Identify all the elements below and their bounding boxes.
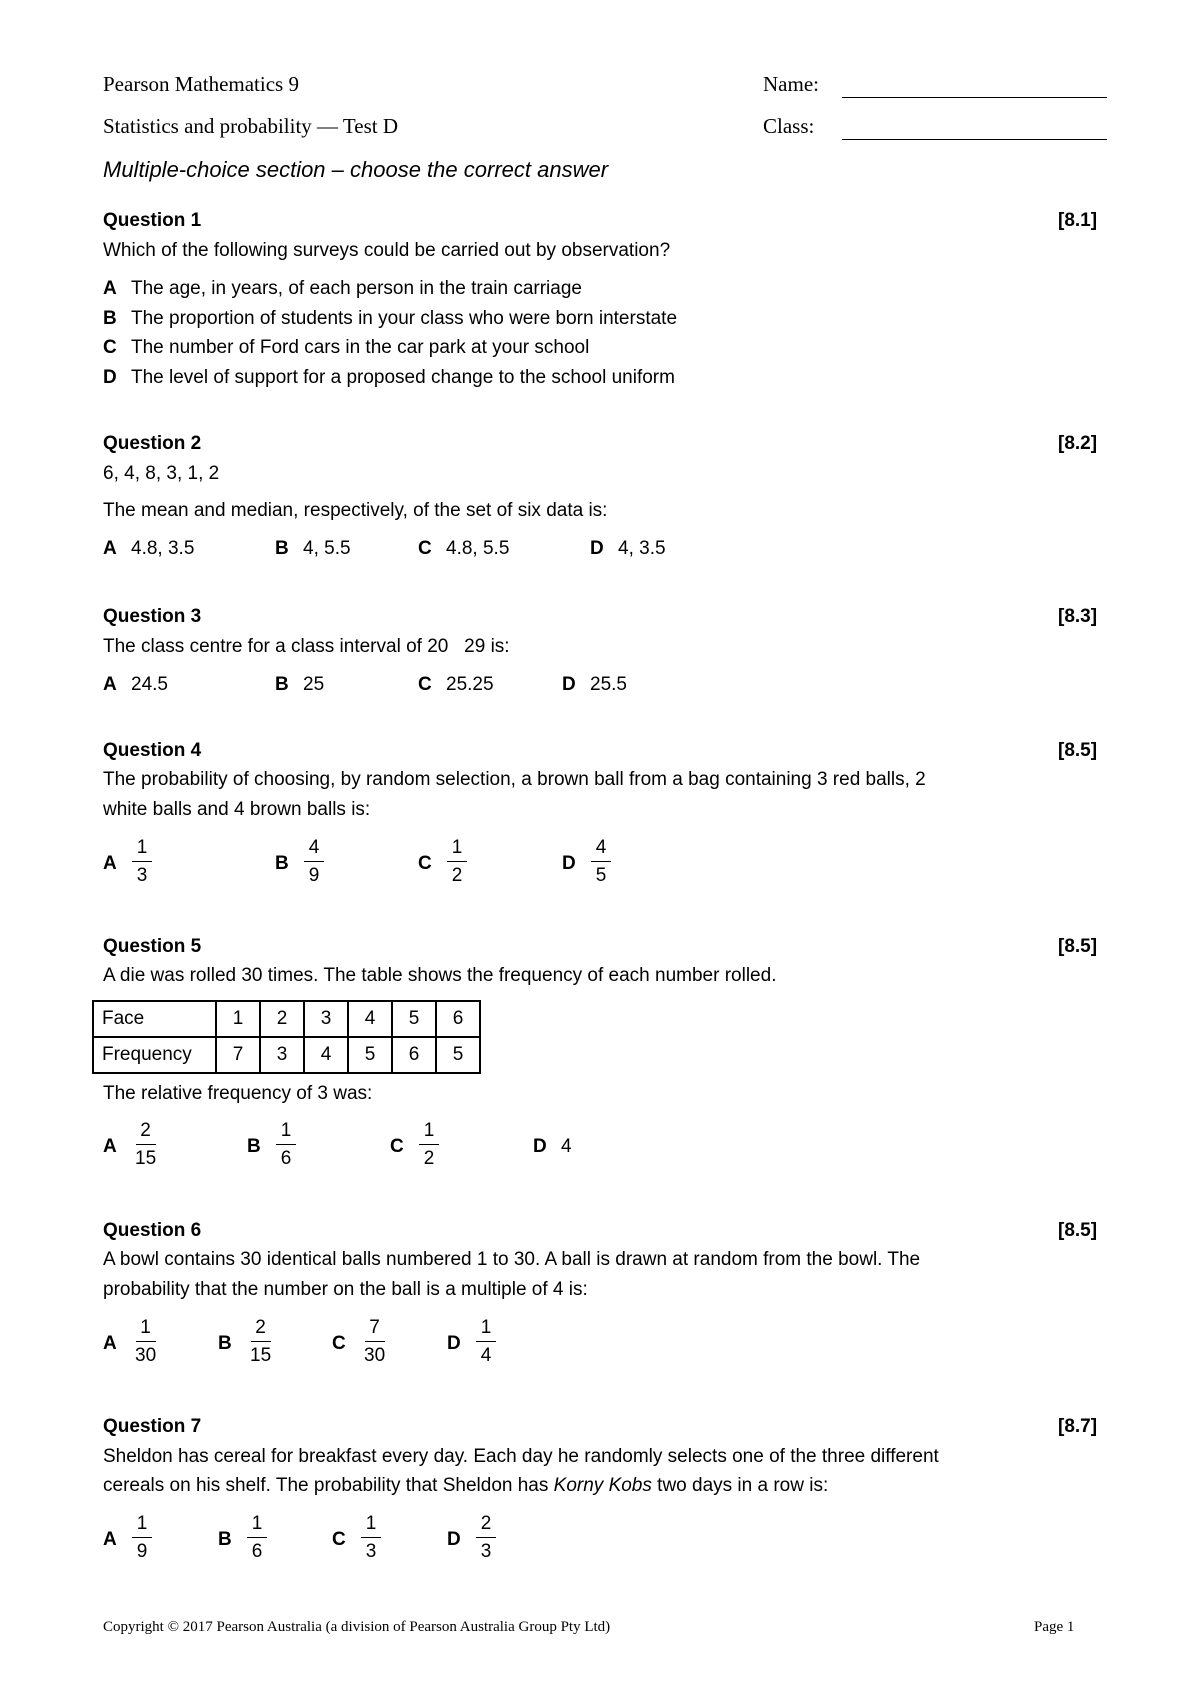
question-7-option-c-fraction: $\frac{1}{3}$ [361,1514,381,1561]
question-1-option-a[interactable]: A The age, in years, of each person in the train carriage [103,278,582,299]
table-cell: 6 [392,1037,436,1073]
table-cell: 4 [348,1001,392,1037]
name-field[interactable] [842,97,1107,98]
question-5-title: Question 5 [103,936,202,957]
question-1-option-c[interactable]: C The number of Ford cars in the car park at your school [103,337,590,358]
question-6-option-d-fraction: $\frac{1}{4}$ [476,1318,496,1365]
question-4-option-b[interactable]: B [275,853,289,874]
cereal-name: Korny Kobs [553,1475,652,1496]
question-4-option-d[interactable]: D [562,853,576,874]
question-3-option-a[interactable]: A 24.5 [103,674,168,695]
table-cell: 5 [392,1001,436,1037]
question-4-option-a[interactable]: A [103,853,117,874]
question-1-option-d[interactable]: D The level of support for a proposed change to the school uniform [103,367,675,388]
question-3-option-d[interactable]: D 25.5 [562,674,627,695]
question-4-title: Question 4 [103,740,202,761]
question-5-option-a[interactable]: A [103,1136,117,1157]
question-5-option-b[interactable]: B [247,1136,261,1157]
question-1-ref: [8.1] [1058,210,1098,231]
question-6-title: Question 6 [103,1220,202,1241]
question-2-ref: [8.2] [1058,433,1098,454]
table-row-label: Face [93,1001,216,1037]
question-6-option-d[interactable]: D [447,1333,461,1354]
class-field[interactable] [842,139,1107,140]
question-3-option-c[interactable]: C 25.25 [418,674,494,695]
book-title: Pearson Mathematics 9 [103,72,299,96]
table-cell: 1 [216,1001,260,1037]
question-6-option-a-fraction: $\frac{1}{30}$ [135,1317,157,1366]
question-5-text: A die was rolled 30 times. The table shows the frequency of each number rolled. [103,965,777,986]
frequency-table [92,1000,481,1074]
question-2-option-a[interactable]: A 4.8, 3.5 [103,538,195,559]
test-title: Statistics and probability — Test D [103,114,399,138]
table-cell: 6 [436,1001,480,1037]
question-1-option-b[interactable]: B The proportion of students in your class who were born interstate [103,308,678,329]
question-4-option-c-fraction: $\frac{1}{2}$ [447,838,467,885]
question-3-title: Question 3 [103,606,202,627]
page-number: Page 1 [1034,1619,1075,1635]
question-2-option-c[interactable]: C 4.8, 5.5 [418,538,510,559]
question-7-option-b[interactable]: B [218,1529,232,1550]
question-7-option-b-fraction: $\frac{1}{6}$ [247,1514,267,1561]
question-4-option-c[interactable]: C [418,853,432,874]
question-1-text: Which of the following surveys could be carried out by observation? [103,240,671,261]
question-7-option-d-fraction: $\frac{2}{3}$ [476,1514,496,1561]
question-6-option-c-fraction: $\frac{7}{30}$ [364,1317,386,1366]
question-3-text: The class centre for a class interval of 20 29 is: [103,636,510,657]
question-6-option-b[interactable]: B [218,1333,232,1354]
question-4-option-a-fraction: $\frac{1}{3}$ [132,838,152,885]
question-2-data: 6, 4, 8, 3, 1, 2 [103,463,220,484]
question-2-title: Question 2 [103,433,202,454]
question-2-option-b[interactable]: B 4, 5.5 [275,538,351,559]
question-4-text-line2: white balls and 4 brown balls is: [103,799,371,820]
question-3-option-b[interactable]: B 25 [275,674,325,695]
copyright-notice: Copyright © 2017 Pearson Australia (a division of Pearson Australia Group Pty Ltd) [103,1619,611,1635]
table-row [93,1037,480,1073]
question-5-option-a-fraction: $\frac{2}{15}$ [135,1120,157,1169]
table-cell: 3 [304,1001,348,1037]
question-7-text-line1: Sheldon has cereal for breakfast every day. Each day he randomly selects one of the three different [103,1446,939,1467]
table-cell: 5 [348,1037,392,1073]
question-5-option-c[interactable]: C [390,1136,404,1157]
question-4-option-b-fraction: $\frac{4}{9}$ [304,838,324,885]
question-3-ref: [8.3] [1058,606,1098,627]
table-row-label: Frequency [93,1037,216,1073]
class-label: Class: [763,114,815,138]
table-cell: 7 [216,1037,260,1073]
question-2-option-d[interactable]: D 4, 3.5 [590,538,666,559]
question-7-option-a[interactable]: A [103,1529,117,1550]
question-6-text-line1: A bowl contains 30 identical balls numbered 1 to 30. A ball is drawn at random from the bowl. The [103,1249,921,1270]
question-5-option-d[interactable]: D 4 [533,1136,572,1157]
table-cell: 3 [260,1037,304,1073]
table-row [93,1001,480,1037]
table-cell: 5 [436,1037,480,1073]
question-5-option-c-fraction: $\frac{1}{2}$ [419,1121,439,1168]
question-5-option-b-fraction: $\frac{1}{6}$ [276,1121,296,1168]
question-7-option-a-fraction: $\frac{1}{9}$ [132,1514,152,1561]
question-6-option-b-fraction: $\frac{2}{15}$ [250,1317,272,1366]
question-6-text-line2: probability that the number on the ball is a multiple of 4 is: [103,1279,588,1300]
question-7-title: Question 7 [103,1416,202,1437]
question-7-text-line2: cereals on his shelf. The probability that Sheldon has Korny Kobs two days in a row is: [103,1475,829,1496]
question-7-option-c[interactable]: C [332,1529,346,1550]
question-4-option-d-fraction: $\frac{4}{5}$ [591,838,611,885]
question-6-option-a[interactable]: A [103,1333,117,1354]
question-5-text2: The relative frequency of 3 was: [103,1083,373,1104]
question-7-option-d[interactable]: D [447,1529,461,1550]
name-label: Name: [763,72,819,96]
table-cell: 2 [260,1001,304,1037]
question-5-ref: [8.5] [1058,936,1098,957]
question-7-ref: [8.7] [1058,1416,1098,1437]
table-cell: 4 [304,1037,348,1073]
question-6-ref: [8.5] [1058,1220,1098,1241]
instruction: Multiple-choice section – choose the correct answer [103,157,609,182]
question-6-option-c[interactable]: C [332,1333,346,1354]
question-4-text-line1: The probability of choosing, by random selection, a brown ball from a bag containing 3 red balls, 2 [103,769,926,790]
question-1-title: Question 1 [103,210,202,231]
question-4-ref: [8.5] [1058,740,1098,761]
question-2-text: The mean and median, respectively, of the set of six data is: [103,500,608,521]
